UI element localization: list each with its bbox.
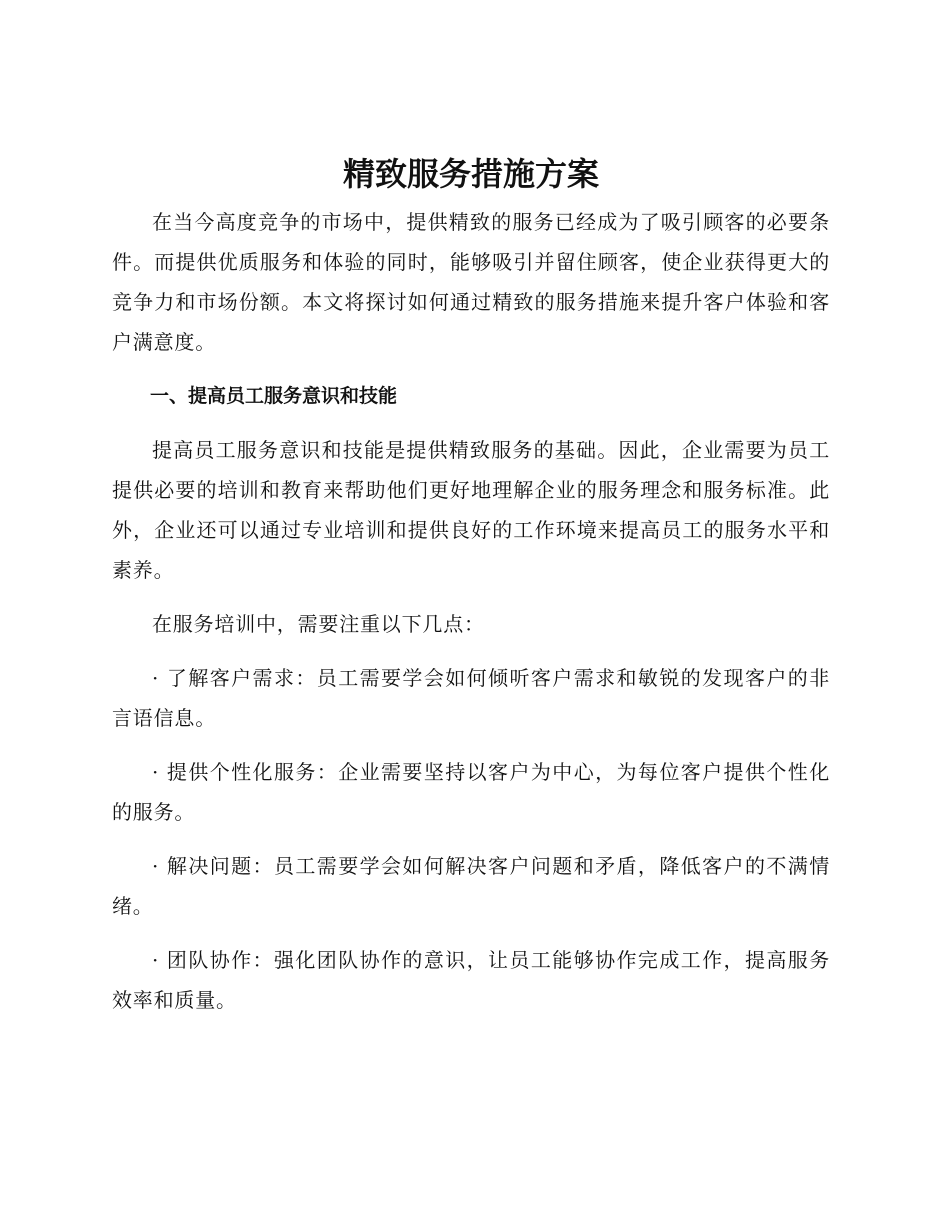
bullet-item-teamwork: · 团队协作：强化团队协作的意识，让员工能够协作完成工作，提高服务效率和质量。 (112, 948, 830, 1012)
bullet-item-customer-needs: · 了解客户需求：员工需要学会如何倾听客户需求和敏锐的发现客户的非言语信息。 (112, 666, 830, 730)
intro-paragraph: 在当今高度竞争的市场中，提供精致的服务已经成为了吸引顾客的必要条件。而提供优质服务和体验的同时，能够吸引并留住顾客，使企业获得更大的竞争力和市场份额。本文将探讨如何通过精致的服务措施来提升客户体验和客户满意度。 (112, 210, 830, 354)
bullet-item-personalized-service: · 提供个性化服务：企业需要坚持以客户为中心，为每位客户提供个性化的服务。 (112, 760, 830, 824)
section-1-paragraph-1: 提高员工服务意识和技能是提供精致服务的基础。因此，企业需要为员工提供必要的培训和教育来帮助他们更好地理解企业的服务理念和服务标准。此外，企业还可以通过专业培训和提供良好的工作环境来提高员工的服务水平和素养。 (112, 438, 830, 582)
document-page (112, 150, 830, 1034)
section-heading-1: 一、提高员工服务意识和技能 (150, 385, 398, 407)
section-1-paragraph-2: 在服务培训中，需要注重以下几点： (152, 612, 485, 636)
bullet-item-problem-solving: · 解决问题：员工需要学会如何解决客户问题和矛盾，降低客户的不满情绪。 (112, 854, 830, 918)
document-title: 精致服务措施方案 (342, 155, 599, 193)
